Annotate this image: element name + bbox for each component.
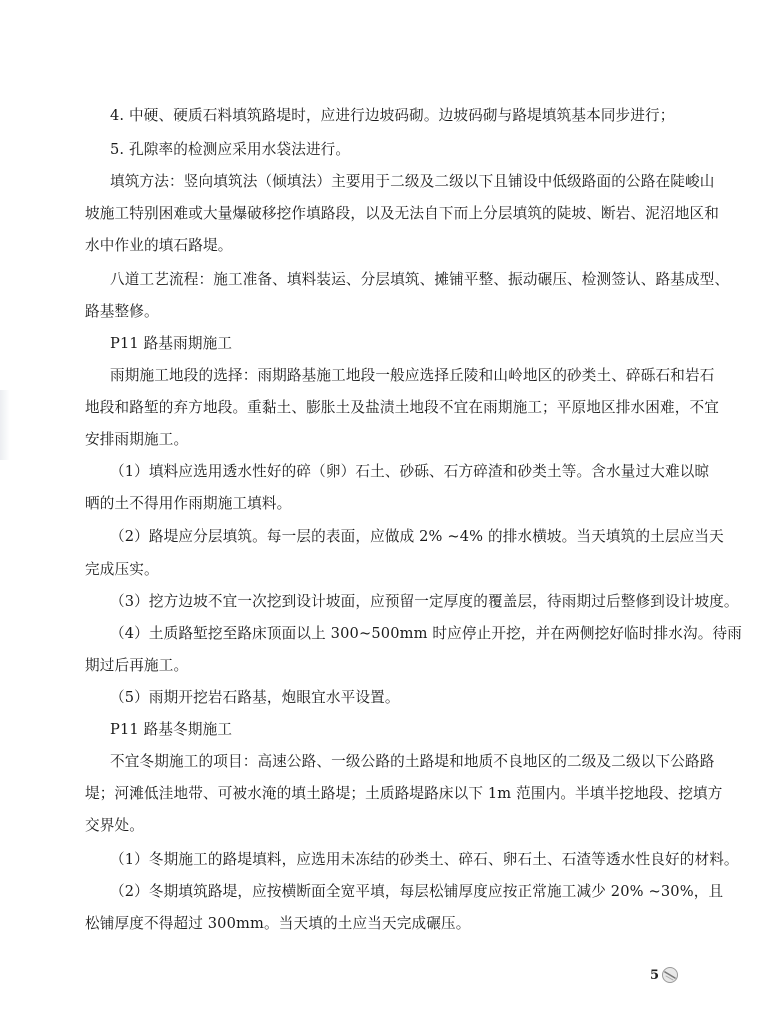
paragraph-line: （2）路堤应分层填筑。每一层的表面，应做成 2% ~4% 的排水横坡。当天填筑的土层应当天	[110, 528, 724, 545]
paragraph-line: （5）雨期开挖岩石路基，炮眼宜水平设置。	[110, 689, 400, 706]
paragraph-line: 不宜冬期施工的项目：高速公路、一级公路的土路堤和地质不良地区的二级及二级以下公路路	[110, 753, 715, 770]
paragraph-line: （1）冬期施工的路堤填料，应选用未冻结的砂类土、碎石、卵石土、石渣等透水性良好的材料。	[110, 851, 739, 868]
paragraph-line: 路基整修。	[85, 303, 159, 320]
paragraph-line: 晒的土不得用作雨期施工填料。	[85, 495, 292, 512]
paragraph-line: 坡施工特别困难或大量爆破移挖作填路段，以及无法自下而上分层填筑的陡坡、断岩、泥沼地区和	[85, 205, 719, 222]
page-corner-icon	[661, 966, 679, 984]
paragraph-line: 填筑方法：竖向填筑法（倾填法）主要用于二级及二级以下且铺设中低级路面的公路在陡峻山	[110, 173, 715, 190]
paragraph-line: （2）冬期填筑路堤，应按横断面全宽平填，每层松铺厚度应按正常施工减少 20% ~30%，且	[110, 883, 724, 900]
paragraph-line: （1）填料应选用透水性好的碎（卵）石土、砂砾、石方碎渣和砂类土等。含水量过大难以晾	[110, 463, 710, 480]
section-heading: P11 路基冬期施工	[110, 721, 233, 738]
paragraph-line: 安排雨期施工。	[85, 431, 189, 448]
paragraph-line: （3）挖方边坡不宜一次挖到设计坡面，应预留一定厚度的覆盖层，待雨期过后整修到设计坡度。	[110, 593, 739, 610]
paragraph-line: （4）土质路堑挖至路床顶面以上 300~500mm 时应停止开挖，并在两侧挖好临时排水沟。待雨	[110, 625, 743, 642]
paragraph-line: 水中作业的填石路堤。	[85, 237, 233, 254]
page-edge-shadow	[0, 390, 10, 460]
page-number: 5	[650, 967, 660, 983]
paragraph-line: 5. 孔隙率的检测应采用水袋法进行。	[110, 141, 351, 158]
paragraph-line: 期过后再施工。	[85, 657, 189, 674]
paragraph-line: 松铺厚度不得超过 300mm。当天填的土应当天完成碾压。	[85, 915, 471, 932]
page-footer	[650, 966, 679, 984]
paragraph-line: 4. 中硬、硬质石料填筑路堤时，应进行边坡码砌。边坡码砌与路堤填筑基本同步进行；	[110, 107, 675, 124]
section-heading: P11 路基雨期施工	[110, 335, 233, 352]
paragraph-line: 交界处。	[85, 817, 144, 834]
paragraph-line: 八道工艺流程：施工准备、填料装运、分层填筑、摊铺平整、振动碾压、检测签认、路基成型、	[110, 271, 730, 288]
paragraph-line: 雨期施工地段的选择：雨期路基施工地段一般应选择丘陵和山岭地区的砂类土、碎砾石和岩石	[110, 367, 715, 384]
paragraph-line: 完成压实。	[85, 561, 159, 578]
paragraph-line: 堤；河滩低洼地带、可被水淹的填土路堤；土质路堤路床以下 1m 范围内。半填半挖地段、挖填方	[85, 785, 723, 802]
paragraph-line: 地段和路堑的弃方地段。重黏土、膨胀土及盐渍土地段不宜在雨期施工；平原地区排水困难，不宜	[85, 399, 719, 416]
